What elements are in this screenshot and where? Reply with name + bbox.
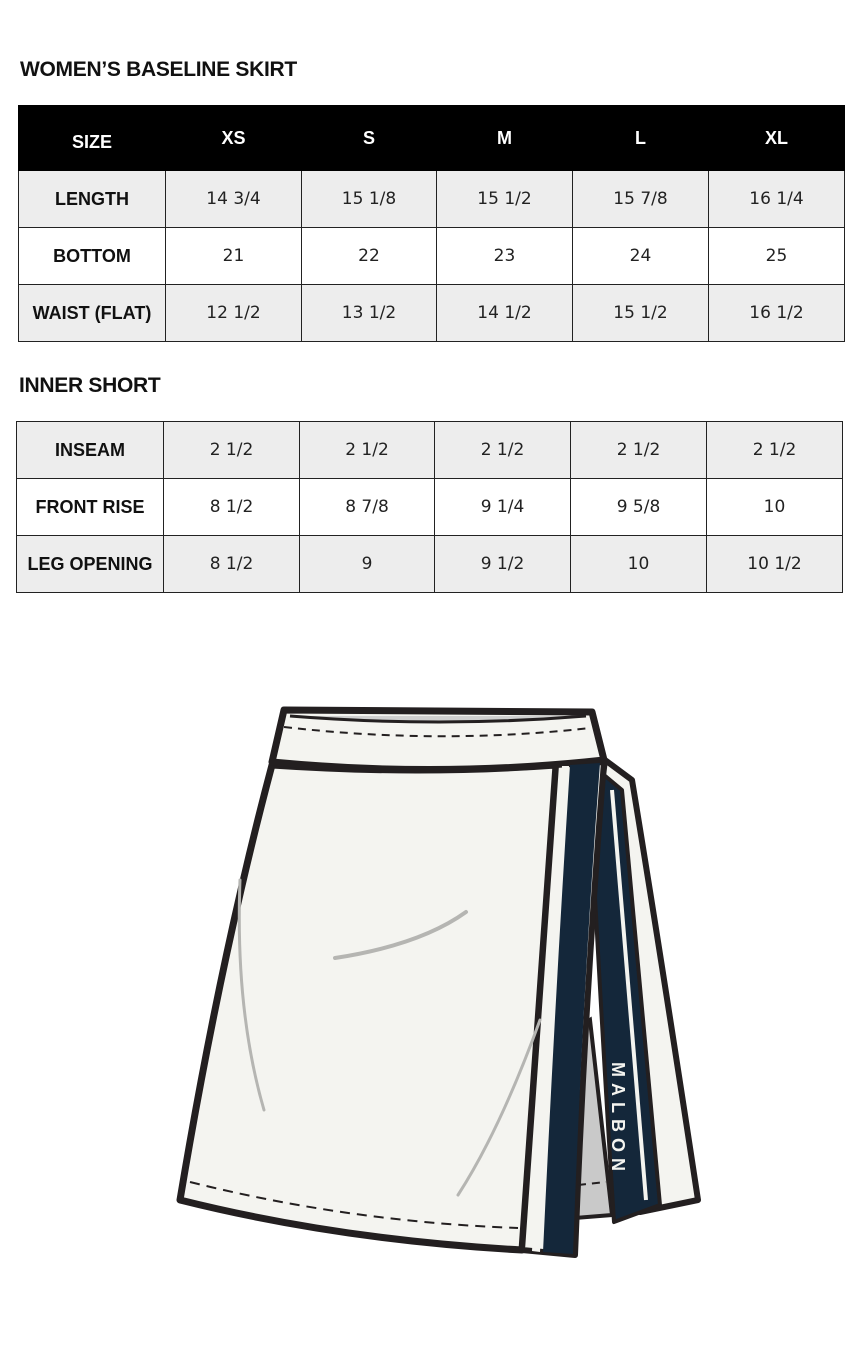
table-cell: 23	[437, 228, 573, 285]
size-header-row	[19, 106, 845, 171]
table-row	[19, 228, 845, 285]
table-cell: 15 7/8	[573, 171, 709, 228]
table-cell: 9	[300, 536, 435, 593]
row-label-front-rise: FRONT RISE	[17, 479, 164, 536]
table-row	[19, 171, 845, 228]
size-header-s: S	[302, 106, 437, 171]
table-row	[17, 479, 843, 536]
size-header-xs: XS	[166, 106, 302, 171]
table-cell: 15 1/2	[437, 171, 573, 228]
inner-short-size-table	[16, 421, 843, 593]
brand-logo-text: MALBON	[608, 1062, 628, 1177]
row-label-inseam: INSEAM	[17, 422, 164, 479]
table-row	[17, 536, 843, 593]
table-cell: 2 1/2	[164, 422, 300, 479]
table-cell: 2 1/2	[435, 422, 571, 479]
size-header-m: M	[437, 106, 573, 171]
table-cell: 10 1/2	[707, 536, 843, 593]
table-row	[17, 422, 843, 479]
table-cell: 10	[707, 479, 843, 536]
table-cell: 2 1/2	[571, 422, 707, 479]
table-cell: 2 1/2	[707, 422, 843, 479]
table-cell: 8 7/8	[300, 479, 435, 536]
table-cell: 9 1/2	[435, 536, 571, 593]
skirt-size-chart-title: WOMEN’S BASELINE SKIRT	[20, 58, 297, 81]
table-cell: 22	[302, 228, 437, 285]
table-row	[19, 285, 845, 342]
table-cell: 24	[573, 228, 709, 285]
row-label-leg-opening: LEG OPENING	[17, 536, 164, 593]
table-cell: 16 1/2	[709, 285, 845, 342]
skirt-size-table	[18, 105, 845, 342]
table-cell: 14 3/4	[166, 171, 302, 228]
size-header-l: L	[573, 106, 709, 171]
table-cell: 21	[166, 228, 302, 285]
row-label-waist: WAIST (FLAT)	[19, 285, 166, 342]
table-cell: 9 5/8	[571, 479, 707, 536]
table-cell: 15 1/8	[302, 171, 437, 228]
table-cell: 16 1/4	[709, 171, 845, 228]
size-header-label: SIZE	[19, 106, 166, 171]
table-cell: 13 1/2	[302, 285, 437, 342]
table-cell: 8 1/2	[164, 536, 300, 593]
front-panel	[180, 765, 556, 1250]
table-cell: 10	[571, 536, 707, 593]
row-label-length: LENGTH	[19, 171, 166, 228]
table-cell: 25	[709, 228, 845, 285]
inner-short-title: INNER SHORT	[19, 374, 161, 397]
table-cell: 8 1/2	[164, 479, 300, 536]
table-cell: 12 1/2	[166, 285, 302, 342]
table-cell: 2 1/2	[300, 422, 435, 479]
row-label-bottom: BOTTOM	[19, 228, 166, 285]
skirt-illustration	[0, 680, 860, 1280]
table-cell: 9 1/4	[435, 479, 571, 536]
size-header-xl: XL	[709, 106, 845, 171]
table-cell: 15 1/2	[573, 285, 709, 342]
table-cell: 14 1/2	[437, 285, 573, 342]
